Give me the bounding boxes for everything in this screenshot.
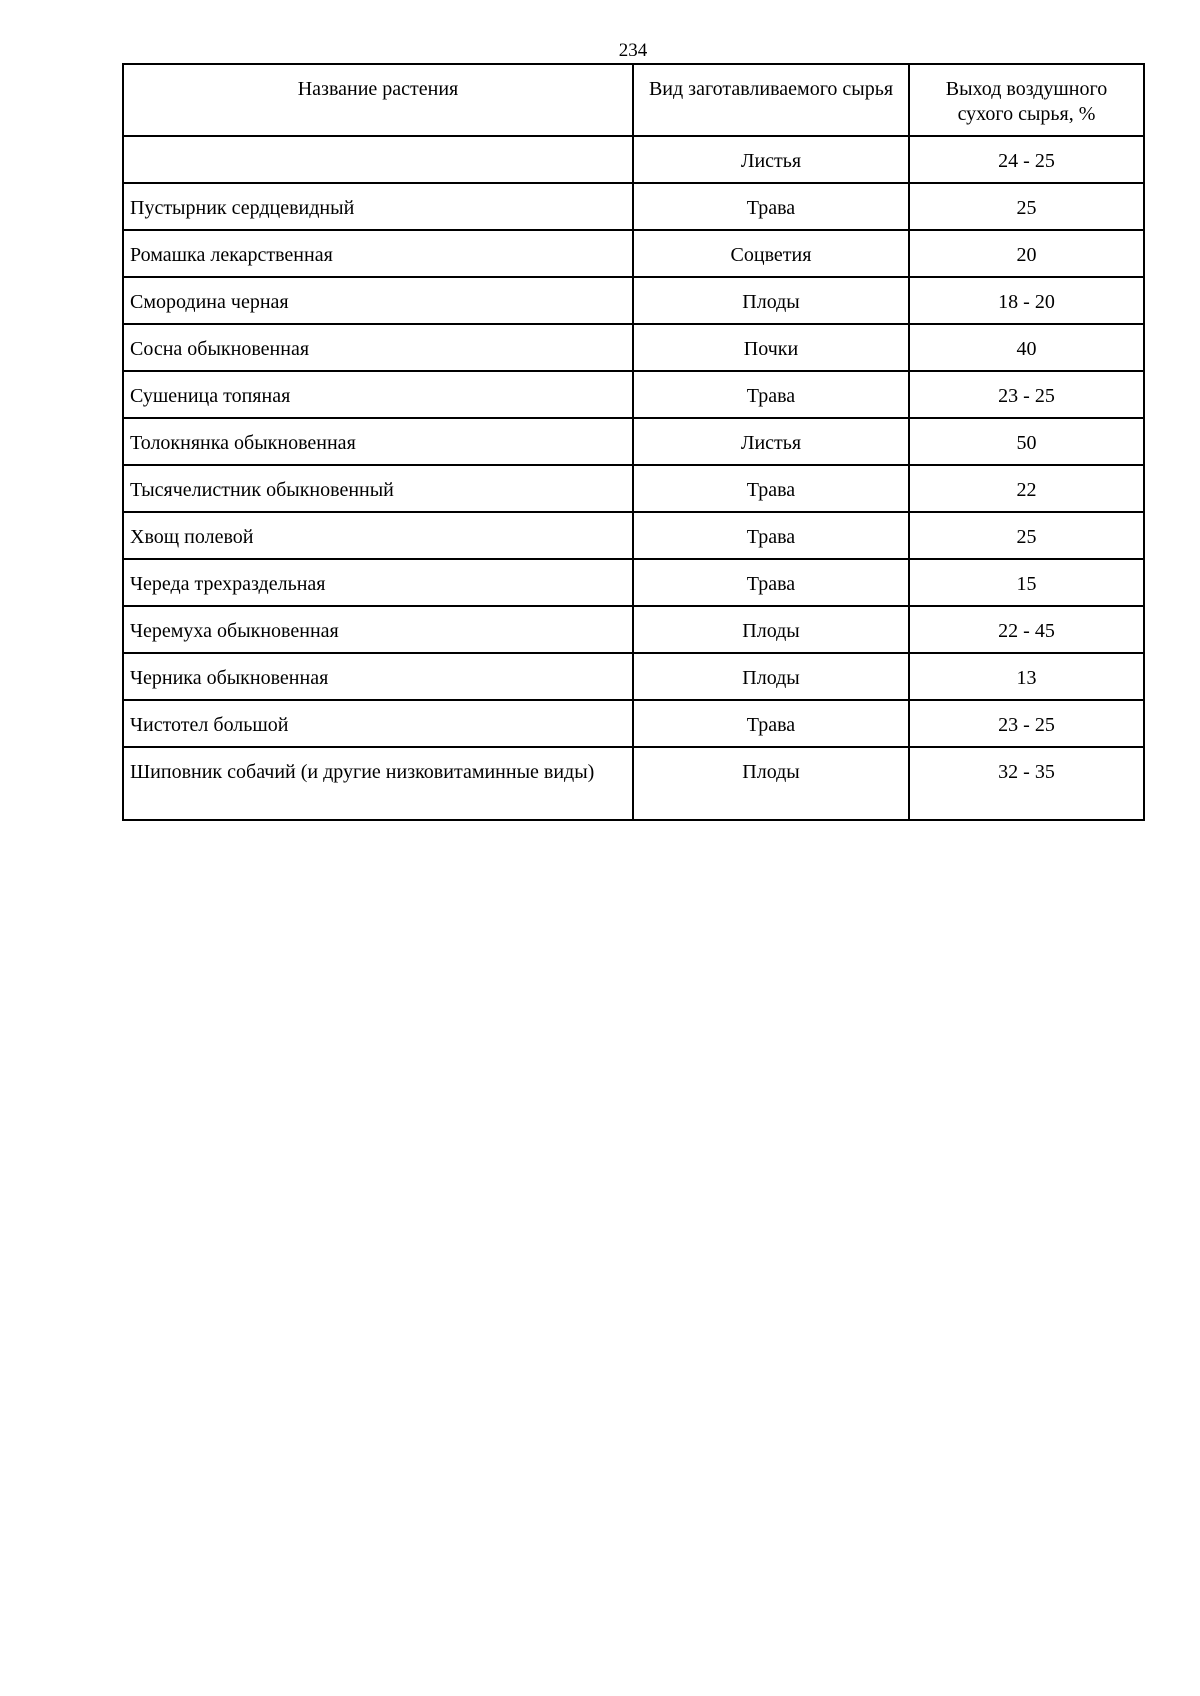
header-raw-material-type: Вид заготавливаемого сырья (633, 64, 909, 136)
raw-material-type-cell: Листья (633, 418, 909, 465)
table-row (123, 653, 1144, 700)
table-row (123, 183, 1144, 230)
page-number: 234 (618, 40, 648, 61)
plant-yield-table (122, 63, 1145, 821)
table-row (123, 747, 1144, 820)
plant-name-cell: Хвощ полевой (123, 512, 633, 559)
raw-material-type-cell: Плоды (633, 747, 909, 820)
table-row (123, 418, 1144, 465)
plant-name-cell: Тысячелистник обыкновенный (123, 465, 633, 512)
table-row (123, 324, 1144, 371)
dry-yield-cell: 20 (909, 230, 1144, 277)
plant-name-cell: Пустырник сердцевидный (123, 183, 633, 230)
dry-yield-cell: 23 - 25 (909, 700, 1144, 747)
plant-name-cell: Толокнянка обыкновенная (123, 418, 633, 465)
plant-name-cell: Череда трехраздельная (123, 559, 633, 606)
header-plant-name: Название растения (123, 64, 633, 136)
table-row (123, 371, 1144, 418)
table-row (123, 700, 1144, 747)
raw-material-type-cell: Трава (633, 465, 909, 512)
table-row (123, 465, 1144, 512)
dry-yield-cell: 13 (909, 653, 1144, 700)
plant-name-cell: Сушеница топяная (123, 371, 633, 418)
raw-material-type-cell: Трава (633, 559, 909, 606)
plant-name-cell: Сосна обыкновенная (123, 324, 633, 371)
dry-yield-cell: 24 - 25 (909, 136, 1144, 183)
header-dry-yield: Выход воздушного сухого сырья, % (909, 64, 1144, 136)
dry-yield-cell: 25 (909, 512, 1144, 559)
raw-material-type-cell: Трава (633, 183, 909, 230)
dry-yield-cell: 32 - 35 (909, 747, 1144, 820)
table-row (123, 277, 1144, 324)
table-row (123, 136, 1144, 183)
raw-material-type-cell: Плоды (633, 606, 909, 653)
plant-name-cell (123, 136, 633, 183)
dry-yield-cell: 22 - 45 (909, 606, 1144, 653)
raw-material-type-cell: Трава (633, 371, 909, 418)
table-row (123, 230, 1144, 277)
dry-yield-cell: 22 (909, 465, 1144, 512)
plant-name-cell: Шиповник собачий (и другие низковитаминные виды) (123, 747, 633, 820)
plant-name-cell: Смородина черная (123, 277, 633, 324)
raw-material-type-cell: Трава (633, 512, 909, 559)
dry-yield-cell: 15 (909, 559, 1144, 606)
raw-material-type-cell: Листья (633, 136, 909, 183)
raw-material-type-cell: Соцветия (633, 230, 909, 277)
plant-name-cell: Черника обыкновенная (123, 653, 633, 700)
dry-yield-cell: 23 - 25 (909, 371, 1144, 418)
table-row (123, 606, 1144, 653)
table-row (123, 512, 1144, 559)
plant-name-cell: Ромашка лекарственная (123, 230, 633, 277)
raw-material-type-cell: Почки (633, 324, 909, 371)
table-header-row (123, 64, 1144, 136)
dry-yield-cell: 25 (909, 183, 1144, 230)
table-row (123, 559, 1144, 606)
plant-name-cell: Черемуха обыкновенная (123, 606, 633, 653)
dry-yield-cell: 18 - 20 (909, 277, 1144, 324)
dry-yield-cell: 40 (909, 324, 1144, 371)
raw-material-type-cell: Трава (633, 700, 909, 747)
raw-material-type-cell: Плоды (633, 277, 909, 324)
plant-name-cell: Чистотел большой (123, 700, 633, 747)
raw-material-type-cell: Плоды (633, 653, 909, 700)
dry-yield-cell: 50 (909, 418, 1144, 465)
